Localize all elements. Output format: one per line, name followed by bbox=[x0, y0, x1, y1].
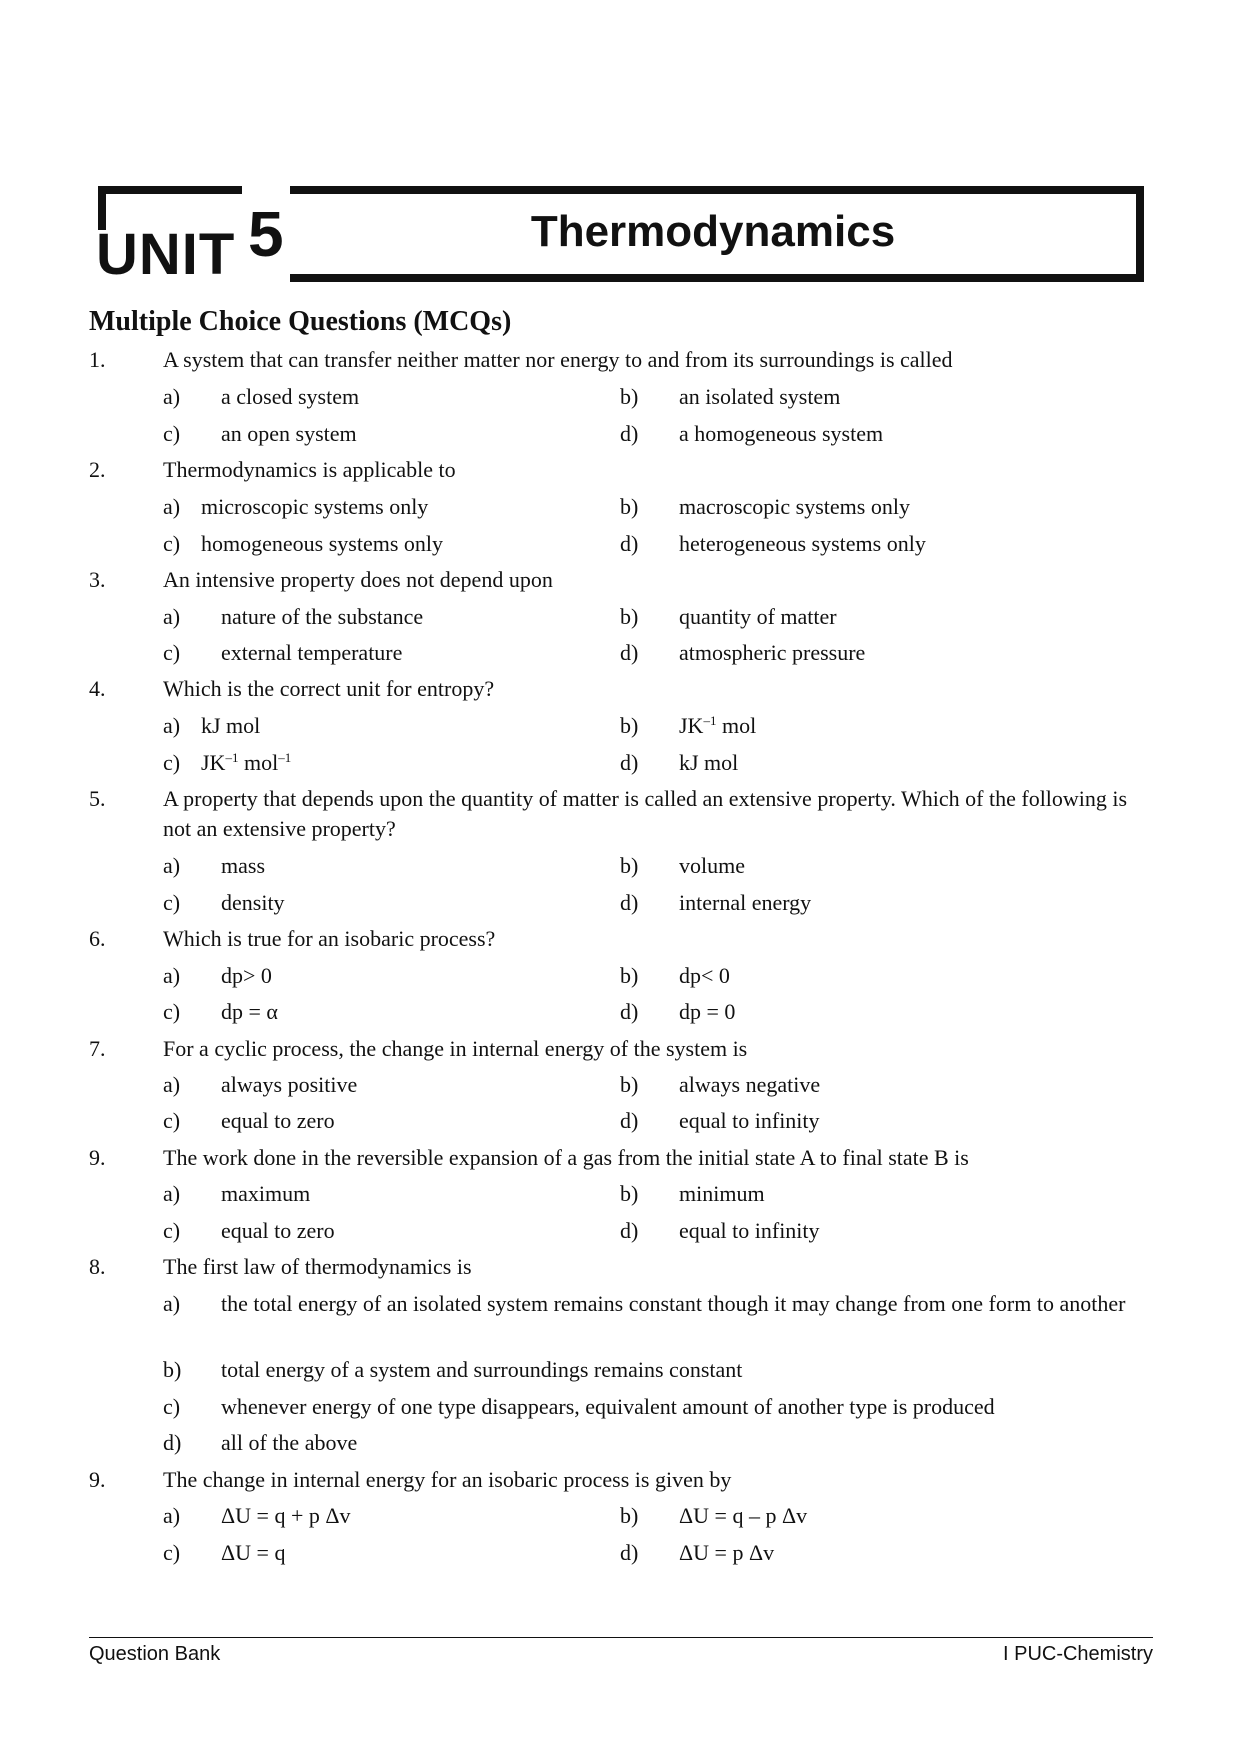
option-text: dp = α bbox=[221, 999, 278, 1024]
footer-left-label: Question Bank bbox=[89, 1643, 221, 1665]
question-number: 9. bbox=[89, 1467, 106, 1492]
option-text bbox=[679, 711, 756, 741]
option-text: heterogeneous systems only bbox=[679, 531, 926, 556]
option-text: macroscopic systems only bbox=[679, 494, 910, 519]
question-number: 9. bbox=[89, 1145, 106, 1170]
question-text: The first law of thermodynamics is bbox=[163, 1254, 472, 1279]
option-text: equal to infinity bbox=[679, 1108, 820, 1133]
option-label: c) bbox=[163, 1218, 181, 1243]
option-label: b) bbox=[620, 494, 639, 519]
option-label: c) bbox=[163, 890, 181, 915]
question-text: For a cyclic process, the change in internal energy of the system is bbox=[163, 1036, 748, 1061]
option-label: b) bbox=[620, 384, 639, 409]
option-text: mass bbox=[221, 853, 265, 878]
question-number: 1. bbox=[89, 347, 106, 372]
question-text: Which is true for an isobaric process? bbox=[163, 926, 496, 951]
question-text: Thermodynamics is applicable to bbox=[163, 457, 456, 482]
option-text: maximum bbox=[221, 1181, 311, 1206]
option-text: equal to zero bbox=[221, 1218, 335, 1243]
option-text: a homogeneous system bbox=[679, 421, 884, 446]
option-text: whenever energy of one type disappears, equivalent amount of another type is produced bbox=[221, 1394, 995, 1419]
option-label: d) bbox=[620, 531, 639, 556]
option-label: a) bbox=[163, 963, 181, 988]
unit-header bbox=[96, 186, 1144, 287]
option-text: atmospheric pressure bbox=[679, 640, 866, 665]
option-label: c) bbox=[163, 531, 181, 556]
option-label: d) bbox=[620, 750, 639, 775]
option-label: d) bbox=[620, 640, 639, 665]
unit-tail: mol bbox=[238, 750, 279, 775]
option-text: always negative bbox=[679, 1072, 821, 1097]
option-label: a) bbox=[163, 1503, 181, 1528]
unit-exponent: –1 bbox=[703, 713, 717, 728]
option-text: density bbox=[221, 890, 285, 915]
option-text: dp> 0 bbox=[221, 963, 272, 988]
option-text: total energy of a system and surroundings remains constant bbox=[221, 1357, 743, 1382]
unit-number: 5 bbox=[248, 198, 284, 270]
option-text: ΔU = q – p Δv bbox=[679, 1503, 808, 1528]
unit-base: JK bbox=[201, 750, 226, 775]
option-label: d) bbox=[620, 999, 639, 1024]
option-text: equal to zero bbox=[221, 1108, 335, 1133]
question-number: 2. bbox=[89, 457, 106, 482]
option-label: d) bbox=[620, 890, 639, 915]
option-text: minimum bbox=[679, 1181, 765, 1206]
unit-tail: mol bbox=[716, 713, 757, 738]
option-text: ΔU = q + p Δv bbox=[221, 1503, 351, 1528]
question-text: The change in internal energy for an isobaric process is given by bbox=[163, 1467, 732, 1492]
header-bar-top bbox=[98, 186, 242, 194]
option-label: c) bbox=[163, 421, 181, 446]
unit-label: UNIT bbox=[96, 222, 236, 287]
option-text: homogeneous systems only bbox=[201, 531, 443, 556]
option-label: b) bbox=[620, 604, 639, 629]
chapter-title: Thermodynamics bbox=[530, 207, 896, 256]
option-label: a) bbox=[163, 1072, 181, 1097]
section-heading: Multiple Choice Questions (MCQs) bbox=[89, 306, 512, 337]
option-label: b) bbox=[620, 853, 639, 878]
unit-exponent: –1 bbox=[225, 750, 239, 765]
option-text: an isolated system bbox=[679, 384, 841, 409]
option-text: a closed system bbox=[221, 384, 360, 409]
option-text: internal energy bbox=[679, 890, 812, 915]
footer-right-label: I PUC-Chemistry bbox=[1002, 1643, 1153, 1665]
option-text: all of the above bbox=[221, 1430, 358, 1455]
option-text: nature of the substance bbox=[221, 604, 424, 629]
option-label: b) bbox=[620, 1072, 639, 1097]
option-label: c) bbox=[163, 640, 181, 665]
question-number: 5. bbox=[89, 786, 106, 811]
option-text: quantity of matter bbox=[679, 604, 837, 629]
option-text: dp = 0 bbox=[679, 999, 736, 1024]
option-label: c) bbox=[163, 1108, 181, 1133]
option-label: a) bbox=[163, 494, 181, 519]
option-label: a) bbox=[163, 604, 181, 629]
option-label: b) bbox=[620, 1503, 639, 1528]
question-text: Which is the correct unit for entropy? bbox=[163, 676, 495, 701]
question-number: 8. bbox=[89, 1254, 106, 1279]
question-number: 7. bbox=[89, 1036, 106, 1061]
option-text: external temperature bbox=[221, 640, 403, 665]
question-number: 4. bbox=[89, 676, 106, 701]
option-text: always positive bbox=[221, 1072, 358, 1097]
question-number: 3. bbox=[89, 567, 106, 592]
question-number: 6. bbox=[89, 926, 106, 951]
option-label: d) bbox=[163, 1430, 182, 1455]
option-text: ΔU = p Δv bbox=[679, 1540, 775, 1565]
option-text: kJ mol bbox=[201, 713, 261, 738]
option-label: b) bbox=[620, 1181, 639, 1206]
option-label: a) bbox=[163, 713, 181, 738]
option-label: c) bbox=[163, 1394, 181, 1419]
option-text: the total energy of an isolated system remains constant though it may change from one form to another bbox=[221, 1291, 1126, 1316]
unit-exponent: –1 bbox=[278, 750, 292, 765]
title-box bbox=[290, 186, 1144, 282]
option-label: a) bbox=[163, 853, 181, 878]
footer-rule bbox=[89, 1637, 1153, 1638]
question-text: An intensive property does not depend upon bbox=[163, 567, 553, 592]
option-text: microscopic systems only bbox=[201, 494, 429, 519]
question-text: A property that depends upon the quantity of matter is called an extensive property. Which of the following is not an extensive property? bbox=[163, 786, 1128, 841]
option-text: equal to infinity bbox=[679, 1218, 820, 1243]
option-text: dp< 0 bbox=[679, 963, 730, 988]
option-text: ΔU = q bbox=[221, 1540, 286, 1565]
question-text: The work done in the reversible expansion of a gas from the initial state A to final state B is bbox=[163, 1145, 969, 1170]
unit-base: JK bbox=[679, 713, 704, 738]
option-label: b) bbox=[620, 963, 639, 988]
option-text: an open system bbox=[221, 421, 357, 446]
option-label: d) bbox=[620, 1218, 639, 1243]
option-label: c) bbox=[163, 999, 181, 1024]
option-label: b) bbox=[620, 713, 639, 738]
option-text: kJ mol bbox=[679, 750, 739, 775]
option-label: a) bbox=[163, 384, 181, 409]
option-label: c) bbox=[163, 750, 181, 775]
option-label: a) bbox=[163, 1291, 181, 1316]
question-text: A system that can transfer neither matter nor energy to and from its surroundings is called bbox=[163, 347, 953, 372]
option-label: c) bbox=[163, 1540, 181, 1565]
option-label: d) bbox=[620, 421, 639, 446]
option-label: d) bbox=[620, 1108, 639, 1133]
option-label: b) bbox=[163, 1357, 182, 1382]
option-label: a) bbox=[163, 1181, 181, 1206]
option-label: d) bbox=[620, 1540, 639, 1565]
option-text: volume bbox=[679, 853, 745, 878]
option-text bbox=[201, 748, 291, 778]
